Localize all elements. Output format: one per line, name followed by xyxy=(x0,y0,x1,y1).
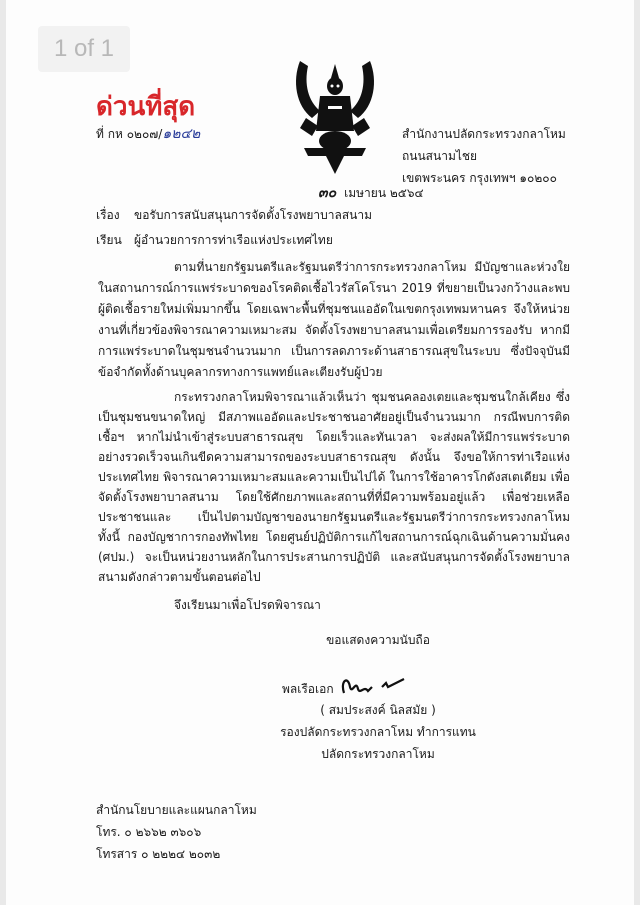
urgency-stamp: ด่วนที่สุด xyxy=(96,92,196,122)
sender-address-line: ถนนสนามไชย xyxy=(402,149,478,163)
recipient-label: เรียน xyxy=(96,233,122,247)
footer-phone: โทร. ๐ ๒๖๖๒ ๓๖๐๖ xyxy=(96,825,202,839)
reference-handwritten: ๑๒๔๒ xyxy=(162,126,201,142)
subject-label: เรื่อง xyxy=(96,208,120,222)
signature-row xyxy=(282,671,570,699)
signer-title: รองปลัดกระทรวงกลาโหม ทำการแทน xyxy=(280,725,476,739)
footer-fax: โทรสาร ๐ ๒๒๒๔ ๒๐๓๒ xyxy=(96,847,221,861)
signer-title-2: ปลัดกระทรวงกลาโหม xyxy=(321,747,435,761)
closing-request: จึงเรียนมาเพื่อโปรดพิจารณา xyxy=(174,598,321,612)
footer-department: สำนักนโยบายและแผนกลาโหม xyxy=(96,803,257,817)
body-paragraph-2: กระทรวงกลาโหมพิจารณาแล้วเห็นว่า ชุมชนคลองเตยและชุมชนใกล้เคียง ซึ่งเป็นชุมชนขนาดใหญ่ มีสภาพแออัดและประชาชนอาศัยอยู่เป็นจำนวนมาก กรณีพบการติดเชื้อฯ หากไม่นำเข้าสู่ระบบสาธารณสุข โดยเร็วและทันเวลา จะส่งผลให้มีการแพร่ระบาดอย่างรวดเร็วจนเกินขีดความสามารถของระบบสาธารณสุข ดังนั้น จึงขอให้การท่าเรือแห่งประเทศไทย พิจารณาความเหมาะสมและความเป็นไปได้ ในการใช้อาคารโกดังสเตเดียม เพื่อจัดตั้งโรงพยาบาลสนาม โดยใช้ศักยภาพและสถานที่ที่มีความพร้อมอยู่แล้ว เพื่อช่วยเหลือประชาชนและ เป็นไปตามบัญชาของนายกรัฐมนตรีและรัฐมนตรีว่าการกระทรวงกลาโหม ทั้งนี้ กองบัญชาการกองทัพไทย โดยศูนย์ปฏิบัติการแก้ไขสถานการณ์ฉุกเฉินด้านความมั่นคง (ศปม.) จะเป็นหน่วยงานหลักในการประสานการปฏิบัติ และสนับสนุนการจัดตั้งโรงพยาบาลสนามดังกล่าวตามขั้นตอนต่อไป xyxy=(98,390,570,584)
sender-address-line: เขตพระนคร กรุงเทพฯ ๑๐๒๐๐ xyxy=(402,171,557,185)
signer-rank: พลเรือเอก xyxy=(282,682,334,696)
signer-name: ( สมประสงค์ นิลสมัย ) xyxy=(320,703,436,717)
subject-text: ขอรับการสนับสนุนการจัดตั้งโรงพยาบาลสนาม xyxy=(134,208,373,222)
handwritten-signature-icon xyxy=(338,673,408,699)
recipient-text: ผู้อำนวยการการท่าเรือแห่งประเทศไทย xyxy=(134,233,333,247)
reference-prefix: ที่ กห ๐๒๐๗/ xyxy=(96,127,163,141)
date-month-year: เมษายน ๒๕๖๔ xyxy=(344,186,424,200)
date-day-handwritten: ๓๐ xyxy=(318,185,337,201)
document-page xyxy=(6,0,634,905)
footer-block xyxy=(96,799,570,865)
letter-body xyxy=(98,0,570,905)
body-paragraph-1: ตามที่นายกรัฐมนตรีและรัฐมนตรีว่าการกระทรวงกลาโหม มีบัญชาและห่วงใยในสถานการณ์การแพร่ระบาดของโรคติดเชื้อไวรัสโคโรนา 2019 ที่ขยายเป็นวงกว้างและพบผู้ติดเชื้อรายใหม่เพิ่มมากขึ้น โดยเฉพาะพื้นที่ชุมชนแออัดในเขตกรุงเทพมหานคร จึงให้หน่วยงานที่เกี่ยวข้องพิจารณาความเหมาะสม จัดตั้งโรงพยาบาลสนามเพื่อเตรียมการรองรับ หากมีการแพร่ระบาดในชุมชนจำนวนมาก เป็นการลดภาระด้านสาธารณสุขในระบบ ซึ่งปัจจุบันมีข้อจำกัดทั้งด้านบุคลากรทางการแพทย์และเตียงรับผู้ป่วย xyxy=(98,260,570,379)
closing-salutation: ขอแสดงความนับถือ xyxy=(326,633,430,647)
page-indicator: 1 of 1 xyxy=(38,26,130,72)
sender-address-line: สำนักงานปลัดกระทรวงกลาโหม xyxy=(402,127,566,141)
